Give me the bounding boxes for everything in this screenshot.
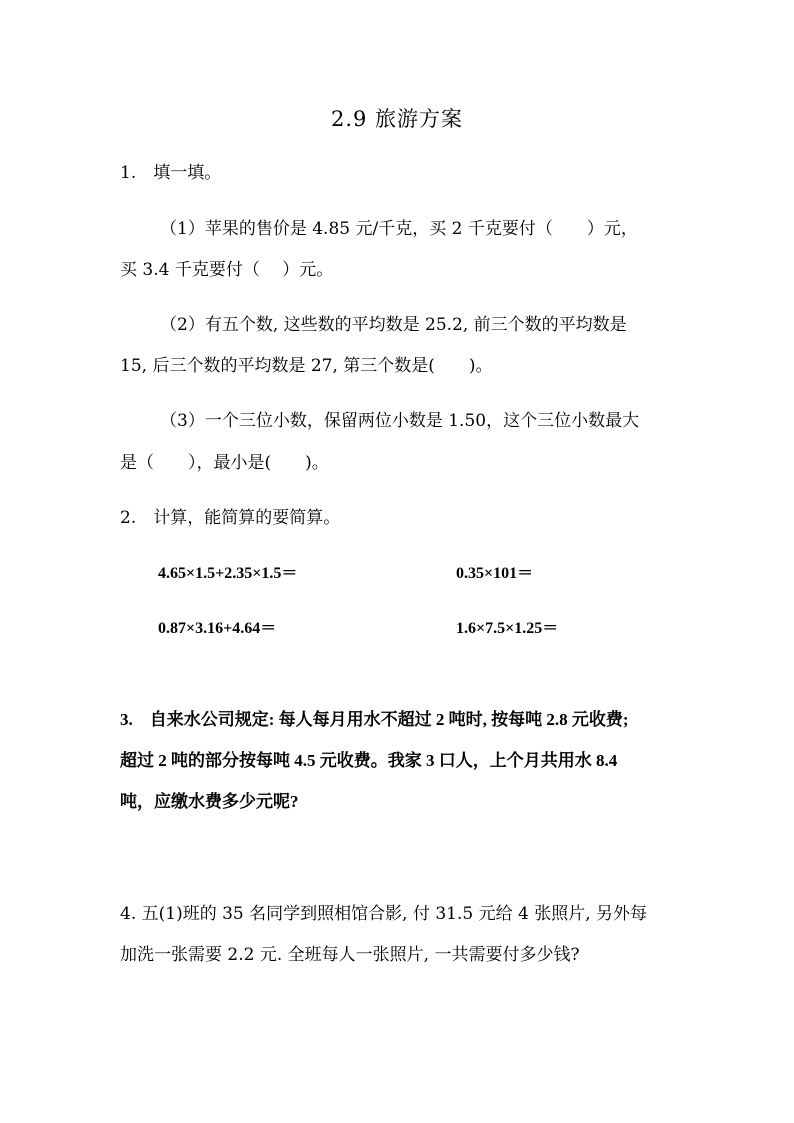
q1-part2-line2: 15, 后三个数的平均数是 27, 第三个数是( )。 bbox=[120, 356, 493, 376]
calc-expression-b: 0.35×101＝ bbox=[456, 565, 534, 582]
calc-expression-c: 0.87×3.16+4.64＝ bbox=[158, 620, 277, 637]
page-title: 2.9 旅游方案 bbox=[330, 107, 464, 131]
question-2-heading: 2. 计算，能简算的要简算。 bbox=[120, 508, 341, 528]
calc-expression-a: 4.65×1.5+2.35×1.5＝ bbox=[158, 565, 298, 582]
q1-part3-line2: 是（ ），最小是( )。 bbox=[120, 453, 329, 473]
question-3-line3: 吨，应缴水费多少元呢? bbox=[120, 792, 299, 811]
question-4-line1: 4. 五(1)班的 35 名同学到照相馆合影, 付 31.5 元给 4 张照片, 另外每 bbox=[120, 904, 648, 924]
question-3-line1: 3. 自来水公司规定: 每人每月用水不超过 2 吨时, 按每吨 2.8 元收费; bbox=[120, 710, 629, 729]
question-4-line2: 加洗一张需要 2.2 元. 全班每人一张照片, 一共需要付多少钱? bbox=[120, 945, 580, 965]
q1-part1-line2: 买 3.4 千克要付（ ）元。 bbox=[120, 260, 334, 280]
q1-part1-line1: （1）苹果的售价是 4.85 元/千克，买 2 千克要付（ ）元， bbox=[160, 219, 638, 239]
question-1-heading: 1. 填一填。 bbox=[120, 163, 222, 183]
calc-expression-d: 1.6×7.5×1.25＝ bbox=[456, 620, 559, 637]
q1-part3-line1: （3）一个三位小数，保留两位小数是 1.50，这个三位小数最大 bbox=[160, 411, 640, 431]
q1-part2-line1: （2）有五个数, 这些数的平均数是 25.2, 前三个数的平均数是 bbox=[160, 315, 627, 335]
question-3-line2: 超过 2 吨的部分按每吨 4.5 元收费。我家 3 口人，上个月共用水 8.4 bbox=[120, 751, 618, 770]
